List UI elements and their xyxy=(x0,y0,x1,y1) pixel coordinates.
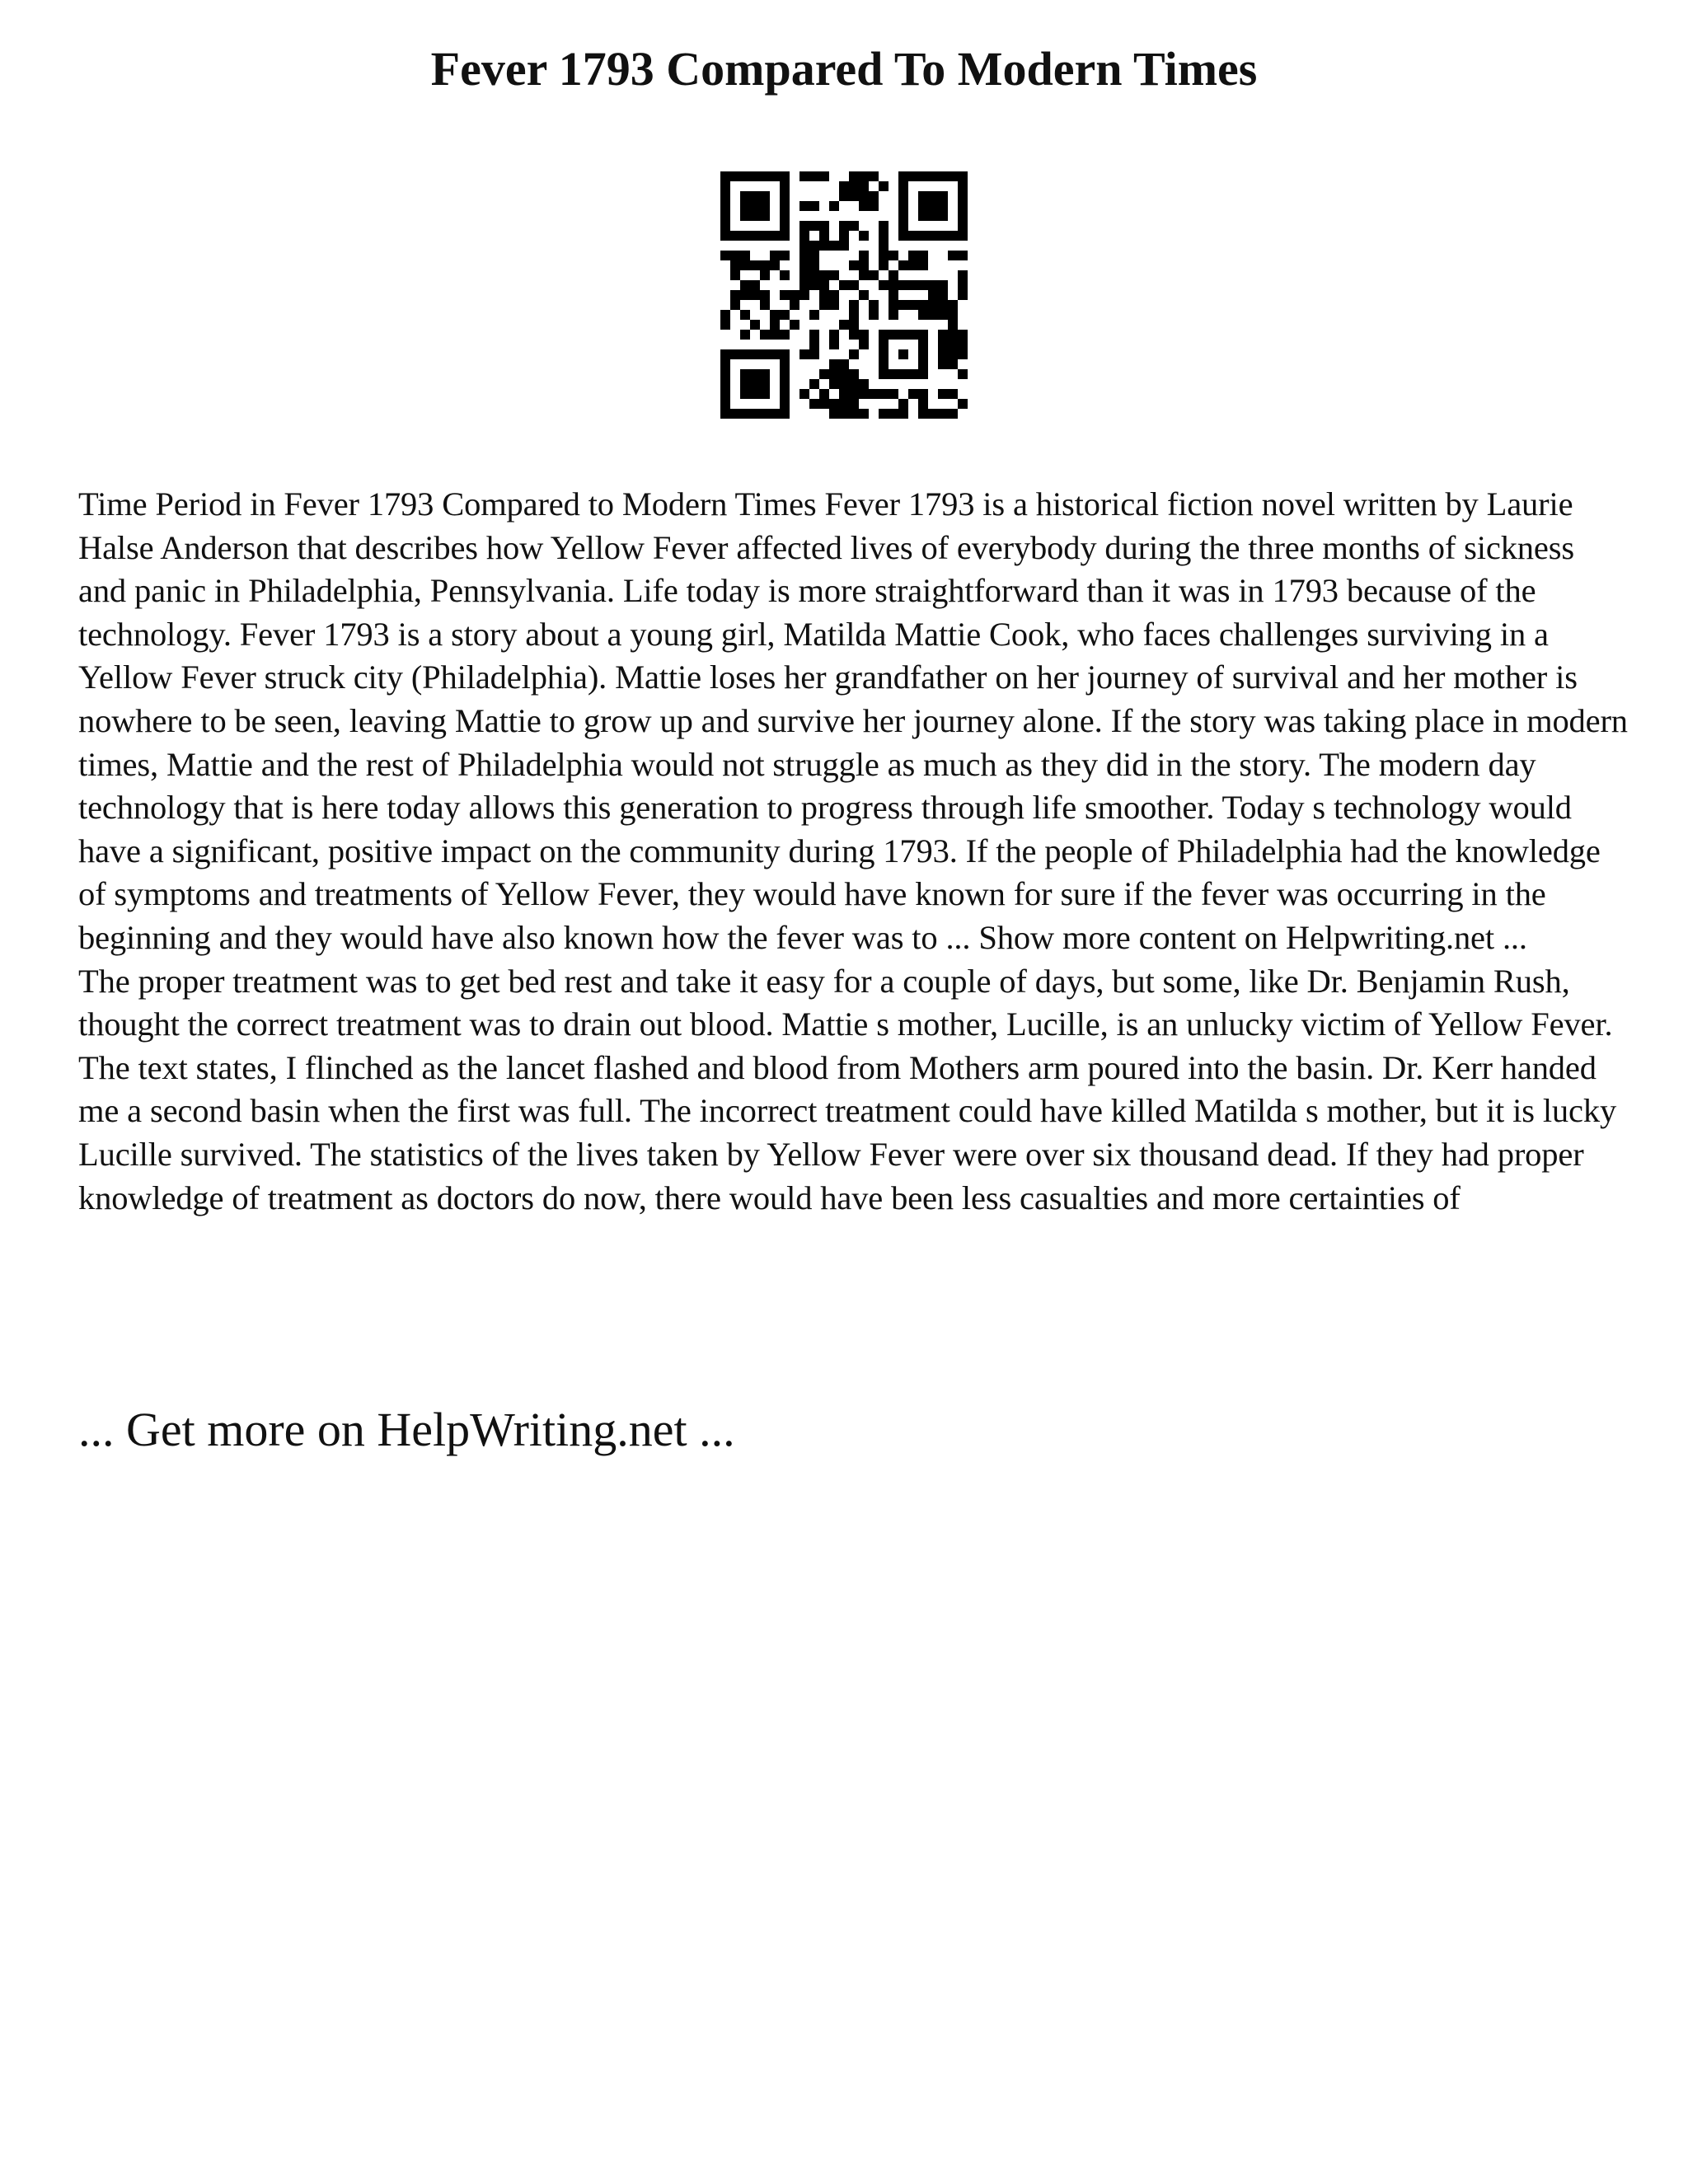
document-body xyxy=(78,483,1628,1220)
body-paragraph-2: The proper treatment was to get bed rest and take it easy for a couple of days, but some, like Dr. Benjamin Rush, thought the correct treatment was to drain out blood. Mattie s mother, Lucille, is an unlucky victim of Yellow Fever. The text states, I flinched as the lancet flashed and blood from Mothers arm poured into the basin. Dr. Kerr handed me a second basin when the first was full. The incorrect treatment could have killed Matilda s mother, but it is lucky Lucille survived. The statistics of the lives taken by Yellow Fever were over six thousand dead. If they had proper knowledge of treatment as doctors do now, there would have been less casualties and more certainties of xyxy=(78,962,1617,1216)
get-more-link[interactable]: ... Get more on HelpWriting.net ... xyxy=(78,1403,735,1456)
document-title: Fever 1793 Compared To Modern Times xyxy=(430,42,1258,96)
qr-code-icon xyxy=(720,171,968,419)
body-paragraph-1: Time Period in Fever 1793 Compared to Modern Times Fever 1793 is a historical fiction novel written by Laurie Halse Anderson that describes how Yellow Fever affected lives of everybody during the three months of sickness and panic in Philadelphia, Pennsylvania. Life today is more straightforward than it was in 1793 because of the technology. Fever 1793 is a story about a young girl, Matilda Mattie Cook, who faces challenges surviving in a Yellow Fever struck city (Philadelphia). Mattie loses her grandfather on her journey of survival and her mother is nowhere to be seen, leaving Mattie to grow up and survive her journey alone. If the story was taking place in modern times, Mattie and the rest of Philadelphia would not struggle as much as they did in the story. The modern day technology that is here today allows this generation to progress through life smoother. Today s technology would have a significant, positive impact on the community during 1793. If the people of Philadelphia had the knowledge of symptoms and treatments of Yellow Fever, they would have known for sure if the fever was occurring in the beginning and they would have also known how the fever was to ... Show more content on Helpwriting.net ... xyxy=(78,485,1628,956)
